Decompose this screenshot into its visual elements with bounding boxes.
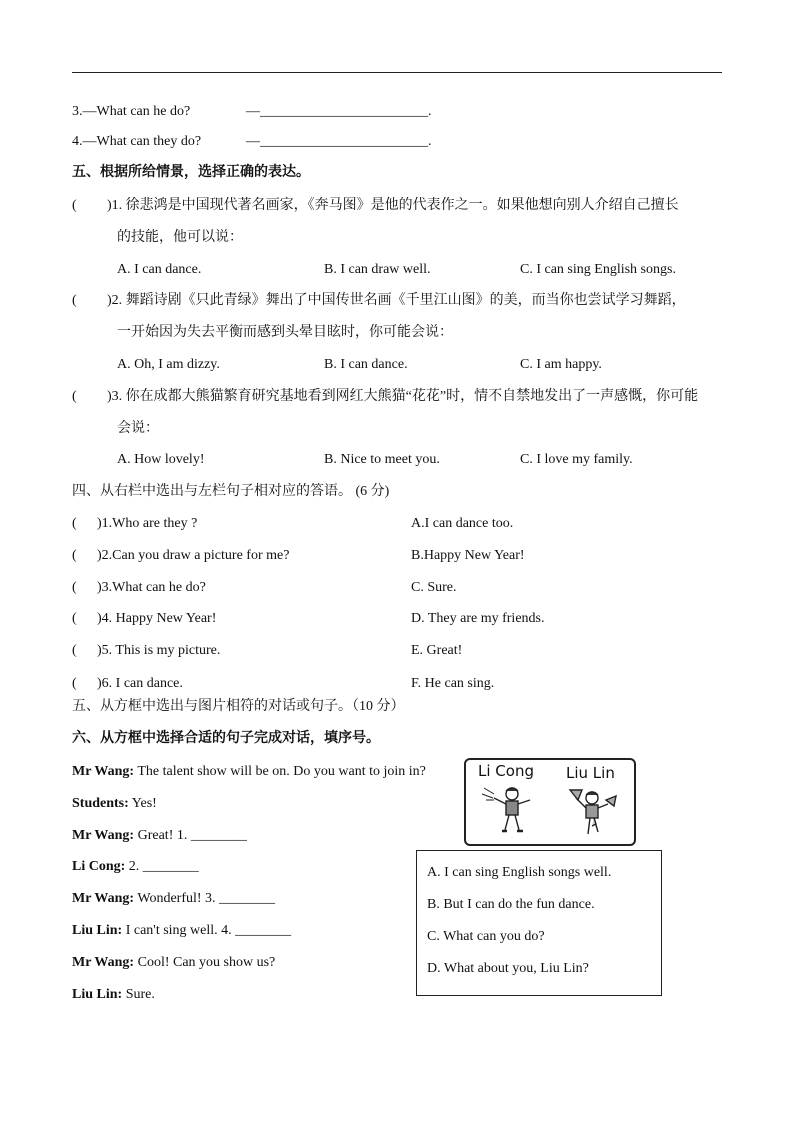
dialogue-text: Yes! xyxy=(128,796,157,811)
picture-name-li-cong: Li Cong xyxy=(478,762,534,780)
dialogue-text: The talent show will be on. Do you want to join in? xyxy=(134,764,426,779)
answer-blank-3: —________________________. xyxy=(246,104,432,119)
children-illustration xyxy=(466,760,630,840)
left-sentence: )5. This is my picture. xyxy=(97,643,221,658)
left-sentence: )4. Happy New Year! xyxy=(97,611,217,626)
dialogue-line xyxy=(72,795,157,813)
section-title: 六、从方框中选择合适的句子完成对话，填序号。 xyxy=(72,731,380,746)
left-sentence: )6. I can dance. xyxy=(97,676,183,691)
dialogue-text: 2. ________ xyxy=(125,859,199,874)
right-answer: B.Happy New Year! xyxy=(411,548,525,563)
speaker-name: Mr Wang: xyxy=(72,764,135,779)
dialogue-text: Wonderful! 3. ________ xyxy=(134,891,276,906)
dialogue-text: Sure. xyxy=(122,987,155,1002)
answer-paren: ( xyxy=(72,643,77,658)
option-c: C. I am happy. xyxy=(520,357,602,372)
option-c: C. I can sing English songs. xyxy=(520,262,676,277)
answer-paren: ( xyxy=(72,516,77,531)
options-box xyxy=(416,850,662,996)
speaker-name: Li Cong: xyxy=(72,859,126,874)
dialogue-line xyxy=(72,954,275,972)
answer-paren: ( xyxy=(72,293,77,308)
right-answer: E. Great! xyxy=(411,643,463,658)
right-answer: D. They are my friends. xyxy=(411,611,545,626)
scenario-text: 一开始因为失去平衡而感到头晕目眩时，你可能会说： xyxy=(117,325,453,340)
left-sentence: )3.What can he do? xyxy=(97,580,206,595)
question-3: 3.—What can he do? xyxy=(72,104,191,119)
right-answer: C. Sure. xyxy=(411,580,457,595)
children-picture xyxy=(464,758,636,846)
scenario-text: )2. 舞蹈诗剧《只此青绿》舞出了中国传世名画《千里江山图》的美，而当你也尝试学习舞蹈， xyxy=(107,293,686,308)
option-b: B. Nice to meet you. xyxy=(324,452,440,467)
dialogue-line xyxy=(72,986,155,1004)
question-4: 4.—What can they do? xyxy=(72,134,202,149)
speaker-name: Liu Lin: xyxy=(72,987,123,1002)
dialogue-line xyxy=(72,858,199,876)
option-c: C. I love my family. xyxy=(520,452,633,467)
scenario-text: )3. 你在成都大熊猫繁育研究基地看到网红大熊猫“花花”时，情不自禁地发出了一声感慨，你可能 xyxy=(107,389,699,404)
dialogue-text: Cool! Can you show us? xyxy=(134,955,276,970)
picture-name-liu-lin: Liu Lin xyxy=(566,764,615,782)
answer-blank-4: —________________________. xyxy=(246,134,432,149)
dialogue-line xyxy=(72,763,426,781)
left-sentence: )1.Who are they ? xyxy=(97,516,198,531)
scenario-text: )1. 徐悲鸿是中国现代著名画家，《奔马图》是他的代表作之一。如果他想向别人介绍自己擅长 xyxy=(107,198,679,213)
scenario-text: 会说： xyxy=(117,421,159,436)
dialogue-text: Great! 1. ________ xyxy=(134,828,247,843)
header-rule xyxy=(72,72,722,73)
section-title: 四、从右栏中选出与左栏句子相对应的答语。 (6 分) xyxy=(72,484,390,499)
answer-paren: ( xyxy=(72,198,77,213)
option-b: B. I can dance. xyxy=(324,357,408,372)
left-sentence: )2.Can you draw a picture for me? xyxy=(97,548,290,563)
option-a: A. How lovely! xyxy=(117,452,205,467)
answer-paren: ( xyxy=(72,611,77,626)
answer-paren: ( xyxy=(72,548,77,563)
answer-paren: ( xyxy=(72,389,77,404)
dialogue-line xyxy=(72,827,247,845)
option-a: A. I can sing English songs well. xyxy=(427,865,612,880)
answer-paren: ( xyxy=(72,580,77,595)
section-title: 五、从方框中选出与图片相符的对话或句子。（10 分） xyxy=(72,699,405,714)
speaker-name: Mr Wang: xyxy=(72,828,135,843)
dialogue-line xyxy=(72,922,291,940)
option-b: B. I can draw well. xyxy=(324,262,431,277)
speaker-name: Mr Wang: xyxy=(72,955,135,970)
option-a: A. Oh, I am dizzy. xyxy=(117,357,220,372)
section-title: 五、根据所给情景，选择正确的表达。 xyxy=(72,165,310,180)
option-b: B. But I can do the fun dance. xyxy=(427,897,595,912)
speaker-name: Liu Lin: xyxy=(72,923,123,938)
scenario-text: 的技能，他可以说： xyxy=(117,230,243,245)
right-answer: A.I can dance too. xyxy=(411,516,514,531)
right-answer: F. He can sing. xyxy=(411,676,495,691)
dialogue-text: I can't sing well. 4. ________ xyxy=(122,923,292,938)
option-d: D. What about you, Liu Lin? xyxy=(427,961,589,976)
dialogue-line xyxy=(72,890,275,908)
answer-paren: ( xyxy=(72,676,77,691)
speaker-name: Mr Wang: xyxy=(72,891,135,906)
option-c: C. What can you do? xyxy=(427,929,545,944)
option-a: A. I can dance. xyxy=(117,262,202,277)
speaker-name: Students: xyxy=(72,796,129,811)
